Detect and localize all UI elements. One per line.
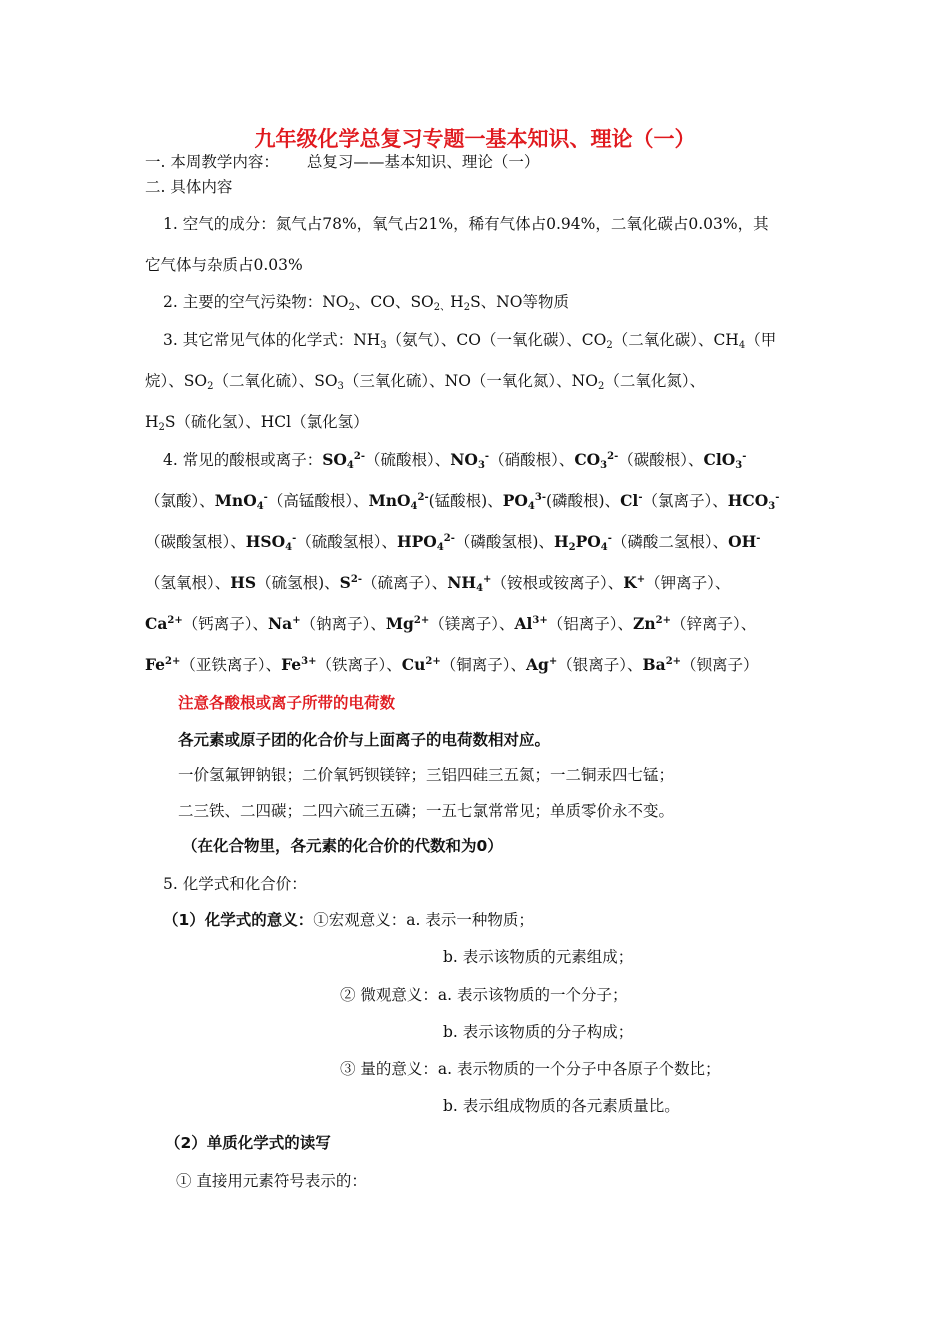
ion-formula: NO bbox=[450, 450, 478, 469]
text: 2. 主要的空气污染物：NO bbox=[163, 293, 349, 311]
ion-name: （磷酸氢根)、 bbox=[454, 533, 554, 551]
ion-name: （镁离子）、 bbox=[429, 615, 515, 633]
text: 3. 其它常见气体的化学式：NH bbox=[163, 331, 381, 349]
subscript: 2 bbox=[606, 340, 613, 351]
text: 4. 常见的酸根或离子： bbox=[163, 451, 323, 469]
rhyme-line-1: 一价氢氟钾钠银；二价氧钙钡镁锌；三铝四硅三五氮；一二铜汞四七锰； bbox=[178, 766, 675, 784]
ion-name: （氯离子）、 bbox=[642, 492, 728, 510]
ion-name: （碳酸氢根）、 bbox=[145, 533, 246, 551]
ion-subscript: 2 bbox=[568, 542, 576, 553]
ion-subscript: 4 bbox=[256, 501, 264, 512]
text: ①宏观意义：a. 表示一种物质； bbox=[313, 911, 534, 929]
subscript: 2 bbox=[207, 381, 214, 392]
text: H bbox=[450, 293, 464, 311]
ion-formula: HSO bbox=[245, 532, 286, 551]
ion-charge: 2- bbox=[353, 451, 365, 462]
text: S、NO等物质 bbox=[470, 293, 569, 311]
rhyme-line-2: 二三铁、二四碳；二四六硫三五磷；一五七氯常常见；单质零价永不变。 bbox=[178, 802, 675, 820]
ion-charge: 2+ bbox=[665, 656, 682, 667]
ion-row-6 bbox=[145, 655, 950, 675]
meaning-line-5: ③ 量的意义：a. 表示物质的一个分子中各原子个数比； bbox=[340, 1060, 721, 1078]
ion-formula: OH bbox=[728, 532, 757, 551]
ion-name: (磷酸根)、 bbox=[545, 492, 621, 510]
ion-charge: 2- bbox=[417, 492, 429, 503]
ion-formula: Cl bbox=[620, 491, 639, 510]
ion-subscript: 3 bbox=[477, 460, 485, 471]
ion-formula: MnO bbox=[368, 491, 411, 510]
valence-rule: （在化合物里，各元素的化合价的代数和为0） bbox=[182, 837, 503, 855]
ion-subscript: 3 bbox=[735, 460, 743, 471]
para-4-line-1 bbox=[163, 450, 950, 470]
section-2: 二. 具体内容 bbox=[145, 178, 233, 196]
subscript: 3 bbox=[337, 381, 344, 392]
ion-charge: 2+ bbox=[165, 656, 181, 667]
text: H bbox=[145, 413, 159, 431]
meaning-line-4: b. 表示该物质的分子构成； bbox=[443, 1023, 634, 1041]
ion-name: （钙离子）、 bbox=[182, 615, 268, 633]
text: （二氧化碳）、CH bbox=[612, 331, 739, 349]
ion-charge: 2+ bbox=[425, 656, 441, 667]
ion-name: （磷酸二氢根）、 bbox=[611, 533, 729, 551]
note-valence: 各元素或原子团的化合价与上面离子的电荷数相对应。 bbox=[178, 731, 551, 749]
para-1-line-2: 它气体与杂质占0.03% bbox=[145, 256, 303, 274]
ion-formula: HCO bbox=[727, 491, 769, 510]
ion-formula: PO bbox=[575, 532, 601, 551]
meaning-line-2: b. 表示该物质的元素组成； bbox=[443, 948, 634, 966]
text: （二氧化硫）、SO bbox=[213, 372, 338, 390]
text: 、CO、SO bbox=[354, 293, 434, 311]
ion-name: （硫酸根）、 bbox=[365, 451, 451, 469]
ion-charge: 2- bbox=[607, 451, 619, 462]
ion-formula: Ca bbox=[145, 614, 168, 633]
para-1-line-1: 1. 空气的成分：氮气占78%，氧气占21%，稀有气体占0.94%，二氧化碳占0.03%，其 bbox=[163, 215, 769, 233]
ion-subscript: 4 bbox=[285, 542, 293, 553]
ion-formula: Cu bbox=[401, 655, 426, 674]
section-1-value: 总复习——基本知识、理论（一） bbox=[306, 153, 540, 171]
ion-subscript: 4 bbox=[410, 501, 418, 512]
ion-name: （亚铁离子）、 bbox=[180, 656, 282, 674]
subscript: 4 bbox=[738, 340, 746, 351]
ion-charge: 3+ bbox=[301, 656, 317, 667]
ion-name: （铁离子）、 bbox=[316, 656, 402, 674]
ion-charge: 2+ bbox=[413, 615, 430, 626]
subheading-2: （2）单质化学式的读写 bbox=[165, 1134, 331, 1152]
ion-charge: - bbox=[638, 492, 643, 503]
ion-subscript: 3 bbox=[768, 501, 776, 512]
ion-charge: 3+ bbox=[532, 615, 548, 626]
ion-formula: Zn bbox=[633, 614, 656, 633]
ion-formula: H bbox=[553, 532, 569, 551]
ion-formula: NH bbox=[447, 573, 477, 592]
ion-name: （氯酸）、 bbox=[145, 492, 215, 510]
ion-name: （硫氢根)、 bbox=[256, 574, 340, 592]
ion-name: （氢氧根）、 bbox=[145, 574, 231, 592]
ion-charge: + bbox=[292, 615, 301, 626]
ion-subscript: 4 bbox=[436, 542, 444, 553]
note-charge: 注意各酸根或离子所带的电荷数 bbox=[178, 694, 396, 712]
ion-name: （铜离子）、 bbox=[440, 656, 526, 674]
para-3-line-3 bbox=[145, 412, 950, 432]
ion-formula: Al bbox=[514, 614, 533, 633]
text: （二氧化氮）、 bbox=[604, 372, 706, 390]
ion-formula: HS bbox=[230, 573, 257, 592]
para-3-line-2 bbox=[145, 371, 950, 391]
ion-formula: S bbox=[339, 573, 351, 592]
ion-formula: Ba bbox=[642, 655, 666, 674]
para-2 bbox=[163, 292, 950, 312]
text: （甲 bbox=[745, 331, 777, 349]
ion-charge: + bbox=[548, 656, 558, 667]
ion-name: （锌离子）、 bbox=[670, 615, 757, 633]
text: （氨气）、CO（一氧化碳）、CO bbox=[386, 331, 607, 349]
ion-formula: CO bbox=[574, 450, 601, 469]
ion-row-2 bbox=[145, 491, 950, 511]
ion-charge: 2- bbox=[443, 533, 455, 544]
ion-name: （铵根或铵离子）、 bbox=[491, 574, 624, 592]
ion-charge: - bbox=[484, 451, 490, 462]
text: S（硫化氢）、HCl（氯化氢） bbox=[164, 413, 369, 431]
ion-formula: K bbox=[623, 573, 637, 592]
page-title: 九年级化学总复习专题一基本知识、理论（一） bbox=[254, 127, 696, 151]
para-3-line-1 bbox=[163, 330, 950, 350]
section-1 bbox=[145, 152, 950, 172]
ion-charge: + bbox=[483, 574, 492, 585]
text: 烷）、SO bbox=[145, 372, 208, 390]
ion-charge: - bbox=[263, 492, 268, 503]
ion-name: （硫酸氢根）、 bbox=[296, 533, 397, 551]
ion-formula: ClO bbox=[703, 450, 736, 469]
ion-charge: + bbox=[636, 574, 646, 585]
ion-subscript: 3 bbox=[600, 460, 608, 471]
ion-subscript: 4 bbox=[346, 460, 354, 471]
ion-charge: 2+ bbox=[655, 615, 671, 626]
meaning-line-6: b. 表示组成物质的各元素质量比。 bbox=[443, 1097, 680, 1115]
ion-formula: Ag bbox=[526, 655, 549, 674]
ion-formula: SO bbox=[322, 450, 347, 469]
subscript: 2 bbox=[597, 381, 605, 392]
ion-charge: - bbox=[756, 533, 761, 544]
last-line: ① 直接用元素符号表示的： bbox=[176, 1172, 367, 1190]
subscript: 3 bbox=[380, 340, 387, 351]
ion-subscript: 4 bbox=[476, 583, 484, 594]
ion-row-5 bbox=[145, 614, 950, 634]
ion-name: （钠离子）、 bbox=[300, 615, 386, 633]
ion-formula: HPO bbox=[397, 532, 437, 551]
subscript: 2 bbox=[463, 302, 471, 313]
ion-formula: Fe bbox=[145, 655, 166, 674]
ion-name: （硫离子）、 bbox=[361, 574, 448, 592]
ion-formula: Fe bbox=[281, 655, 302, 674]
ion-row-3 bbox=[145, 532, 950, 552]
ion-name: （钡离子） bbox=[681, 656, 759, 674]
subscript: 2、 bbox=[433, 302, 451, 313]
ion-charge: 3- bbox=[534, 492, 546, 503]
ion-formula: PO bbox=[502, 491, 528, 510]
meaning-line-1 bbox=[163, 910, 950, 930]
ion-formula: Mg bbox=[385, 614, 414, 633]
ion-charge: - bbox=[607, 533, 612, 544]
ion-formula: Na bbox=[268, 614, 293, 633]
ion-name: （铝离子）、 bbox=[547, 615, 634, 633]
ion-charge: - bbox=[292, 533, 297, 544]
ion-name: （银离子）、 bbox=[557, 656, 643, 674]
ion-row-1 bbox=[322, 451, 746, 469]
ion-charge: 2- bbox=[350, 574, 362, 585]
subheading: （1）化学式的意义： bbox=[163, 911, 314, 929]
ion-charge: - bbox=[742, 451, 747, 462]
section-1-label: 一. 本周教学内容： bbox=[145, 153, 279, 171]
ion-formula: MnO bbox=[214, 491, 257, 510]
ion-charge: - bbox=[775, 492, 780, 503]
ion-name: （硝酸根）、 bbox=[489, 451, 575, 469]
ion-charge: 2+ bbox=[167, 615, 183, 626]
para-5: 5. 化学式和化合价： bbox=[163, 875, 307, 893]
subscript: 2 bbox=[158, 422, 165, 433]
ion-subscript: 4 bbox=[600, 542, 608, 553]
ion-name: （高锰酸根）、 bbox=[267, 492, 369, 510]
ion-name: （钾离子）、 bbox=[645, 574, 731, 592]
text: （三氧化硫）、NO（一氧化氮）、NO bbox=[343, 372, 598, 390]
ion-row-4 bbox=[145, 573, 950, 593]
meaning-line-3: ② 微观意义：a. 表示该物质的一个分子； bbox=[340, 986, 628, 1004]
ion-name: （碳酸根）、 bbox=[618, 451, 704, 469]
subscript: 2 bbox=[348, 302, 355, 313]
ion-subscript: 4 bbox=[527, 501, 535, 512]
ion-name: (锰酸根)、 bbox=[428, 492, 503, 510]
